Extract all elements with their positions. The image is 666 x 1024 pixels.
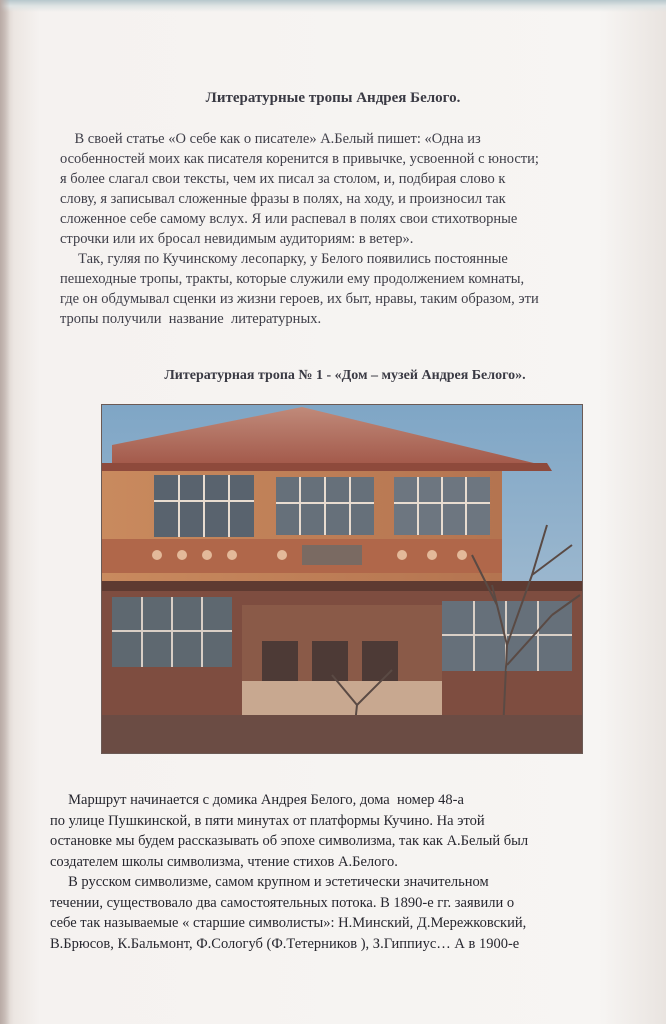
- intro-line: где он обдумывал сценки из жизни героев, их быт, нравы, таким образом, эти: [60, 291, 539, 307]
- page-top-edge: [0, 0, 666, 12]
- intro-line: пешеходные тропы, тракты, которые служили ему продолжением комнаты,: [60, 271, 525, 287]
- body-line: В.Брюсов, К.Бальмонт, Ф.Сологуб (Ф.Тетерников ), З.Гиппиус… А в 1900-е: [50, 935, 520, 952]
- intro-line: особенностей моих как писателя коренится в привычке, усвоенной с юности;: [60, 151, 539, 167]
- document-title: Литературные тропы Андрея Белого.: [205, 90, 461, 106]
- body-line: течении, существовало два самостоятельных потока. В 1890-е гг. заявили о: [50, 894, 515, 911]
- body-line: по улице Пушкинской, в пяти минутах от платформы Кучино. На этой: [50, 812, 485, 829]
- route-paragraph: [50, 790, 646, 954]
- house-museum-photo: [101, 404, 583, 754]
- body-line: В русском символизме, самом крупном и эстетически значительном: [50, 874, 489, 890]
- body-line: остановке мы будем рассказывать об эпохе символизма, так как А.Белый был: [50, 833, 529, 849]
- intro-line: В своей статье «О себе как о писателе» А.Белый пишет: «Одна из: [60, 131, 481, 147]
- intro-line: я более слагал свои тексты, чем их писал за столом, и, подбирая слово к: [60, 171, 506, 187]
- intro-line: строчки или их бросал невидимым аудиториям: в ветер».: [60, 231, 414, 247]
- section-title: Литературная тропа № 1 - «Дом – музей Андрея Белого».: [164, 368, 526, 383]
- intro-paragraph: [60, 129, 636, 329]
- intro-line: сложенное себе самому вслух. Я или распевал в полях свои стихотворные: [60, 211, 518, 227]
- body-line: себе так называемые « старшие символисты»: Н.Минский, Д.Мережковский,: [50, 915, 527, 931]
- body-line: Маршрут начинается с домика Андрея Белого, дома номер 48-а: [50, 792, 464, 808]
- body-line: создателем школы символизма, чтение стихов А.Белого.: [50, 853, 398, 870]
- intro-line: слову, я записывал сложенные фразы в полях, на ходу, и произносил так: [60, 191, 506, 207]
- intro-line: Так, гуляя по Кучинскому лесопарку, у Белого появились постоянные: [60, 251, 508, 267]
- intro-line: тропы получили название литературных.: [60, 311, 322, 327]
- page-binding-shadow: [0, 0, 10, 1024]
